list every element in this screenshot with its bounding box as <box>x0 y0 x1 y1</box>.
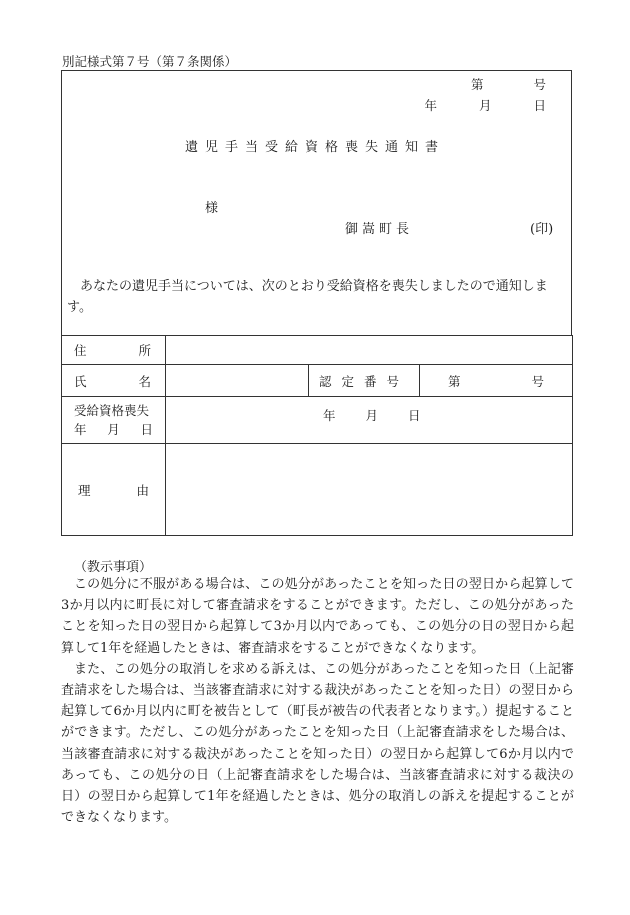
number-prefix: 第 <box>470 77 484 92</box>
notice-text <box>61 574 574 828</box>
document-title: 遺児手当受給資格喪失通知書 <box>184 140 445 155</box>
name-value[interactable] <box>166 365 309 397</box>
notification-body: あなたの遺児手当については、次のとおり受給資格を喪失しましたので通知します。 <box>67 279 548 315</box>
addressee-suffix: 様 <box>205 201 219 216</box>
reason-value[interactable] <box>166 444 573 536</box>
form-caption: 別記様式第７号（第７条関係） <box>62 54 238 69</box>
cert-number-label: 認定番号 <box>309 365 420 397</box>
recipient-info-table <box>61 335 573 536</box>
address-row <box>62 336 573 365</box>
issuer-name: 御嵩町長 <box>345 222 414 237</box>
address-value[interactable] <box>166 336 573 365</box>
number-suffix: 号 <box>533 77 546 92</box>
date-month: 月 <box>478 98 492 113</box>
date-year: 年 <box>424 98 437 113</box>
cert-number-value[interactable]: 第 号 <box>420 365 573 397</box>
loss-date-label: 受給資格喪失 年 月 日 <box>62 397 166 444</box>
notice-paragraph-1: この処分に不服がある場合は、この処分があったことを知った日の翌日から起算して3か月以内に町長に対して審査請求をすることができます。ただし、この処分があったことを知った日の翌日から起算して3か月以内であっても、この処分の日の翌日から起算して1年を経過したときは、審査請求をすることができなくなります。 <box>61 577 574 656</box>
notice-paragraph-2: また、この処分の取消しを求める訴えは、この処分があったことを知った日（上記審査請求をした場合は、当該審査請求に対する裁決があったことを知った日）の翌日から起算して6か月以内に町を被告として（町長が被告の代表者となります。）提起することができます。ただし、この処分があったことを知った日（上記審査請求をした場合は、当該審査請求に対する裁決があったことを知った日）の翌日から起算して6か月以内であっても、この処分の日（上記審査請求をした場合は、当該審査請求に対する裁決の日）の翌日から起算して1年を経過したときは、処分の取消しの訴えを提起することができなくなります。 <box>61 661 574 826</box>
seal-mark: (印) <box>530 222 554 237</box>
date-day: 日 <box>533 98 546 113</box>
issue-date <box>424 96 546 114</box>
document-number <box>471 75 546 93</box>
loss-date-value[interactable]: 年 月 日 <box>166 397 573 444</box>
address-label: 住 所 <box>62 336 166 365</box>
reason-label: 理 由 <box>62 444 166 536</box>
name-row <box>62 365 573 397</box>
notice-heading: （教示事項） <box>74 560 153 575</box>
name-label: 氏 名 <box>62 365 166 397</box>
loss-date-row <box>62 397 573 444</box>
reason-row <box>62 444 573 536</box>
